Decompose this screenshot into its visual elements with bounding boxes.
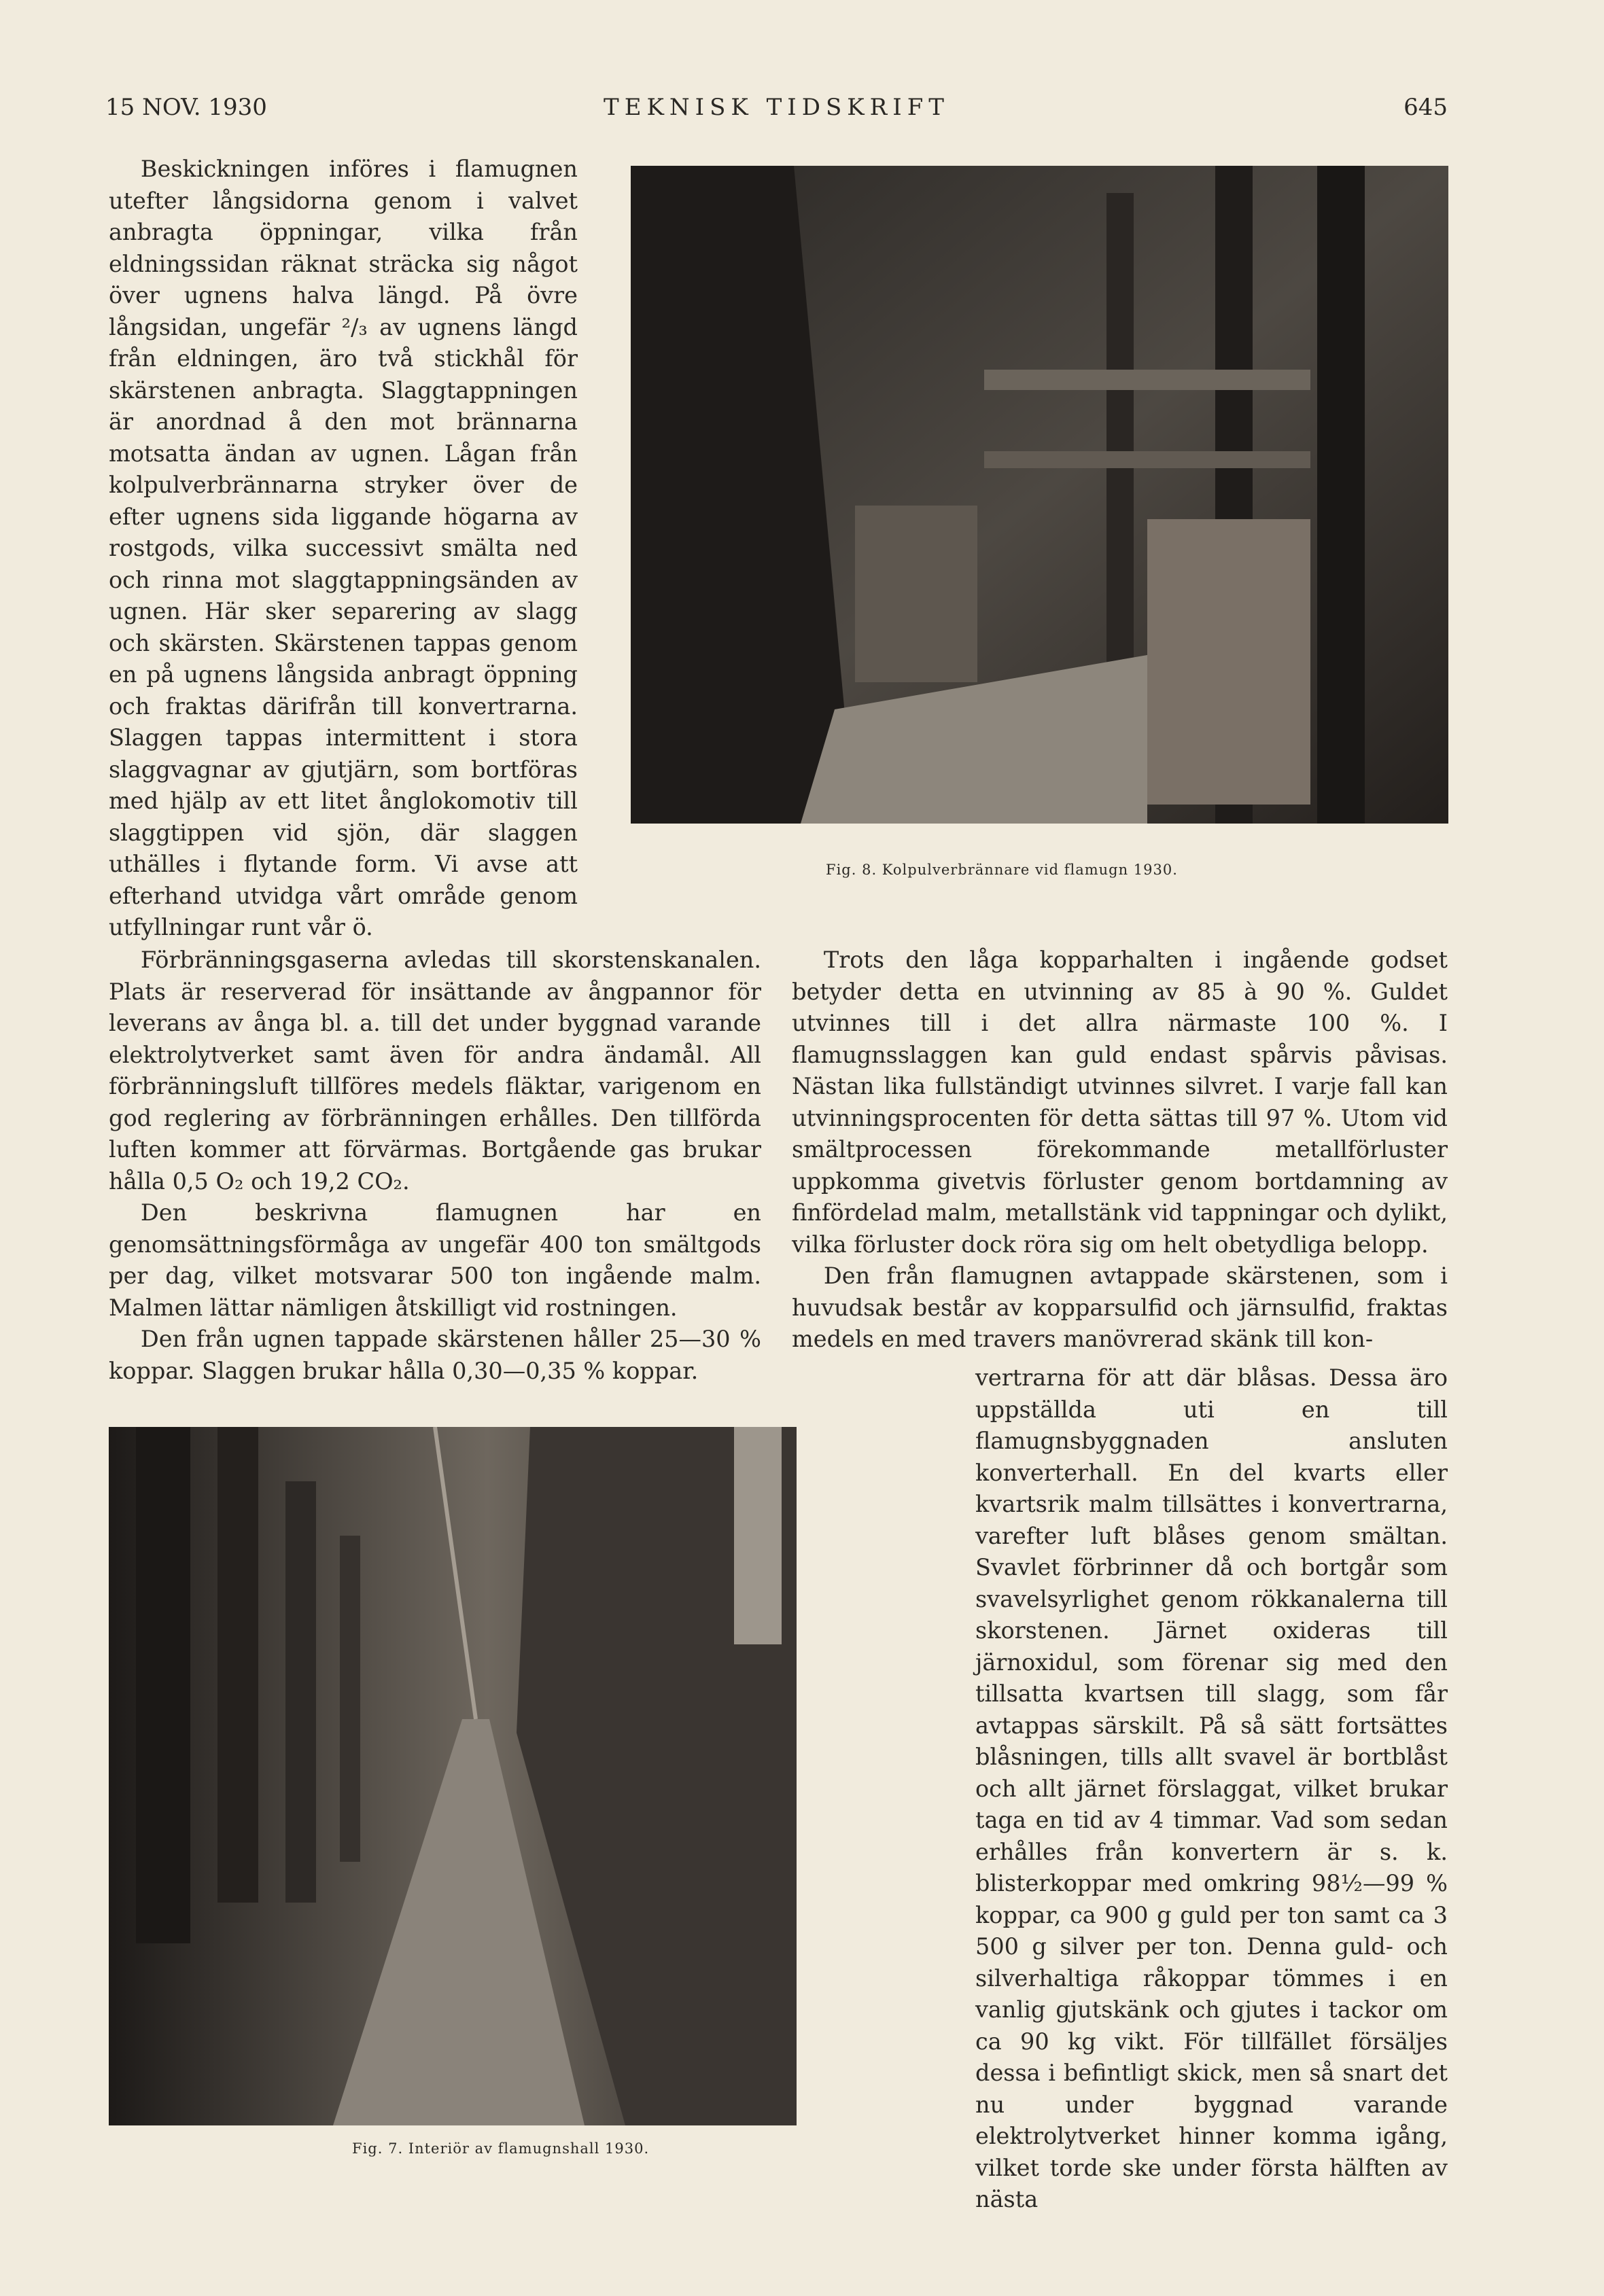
figure-8-photo: [631, 166, 1448, 824]
burner-photo-illustration: [631, 166, 1448, 824]
furnace-hall-photo-illustration: [109, 1427, 797, 2125]
figure-7-photo: [109, 1427, 797, 2125]
figure-8-caption: Fig. 8. Kolpulverbrännare vid flamugn 1930.: [826, 862, 1178, 878]
paragraph-genomsattning: Den beskrivna flamugnen har en genomsättningsförmåga av ungefär 400 ton smältgods per dag, vilket motsvarar 500 ton ingående malm. Malmen lättar nämligen åtskilligt vid rostningen.: [109, 1199, 761, 1321]
paragraph-forbranningsgaser: Förbränningsgaserna avledas till skorstenskanalen. Plats är reserverad för insättande av ångpannor för leverans av ånga bl. a. till det under byggnad varande elektrolytverket samt även för andra ändamål. All förbränningsluft tillföres medels fläktar, varigenom en god reglering av förbränningen erhålles. Den tillförda luften kommer att förvärmas. Bortgående gas brukar hålla 0,5 O₂ och 19,2 CO₂.: [109, 947, 761, 1195]
page-header: [105, 94, 1448, 128]
figure-7-caption: Fig. 7. Interiör av flamugnshall 1930.: [352, 2140, 650, 2157]
right-narrow-column: [975, 1362, 1448, 2216]
page-number: 645: [1404, 94, 1448, 121]
journal-title: TEKNISK TIDSKRIFT: [604, 94, 949, 121]
left-narrow-column: [109, 154, 578, 944]
paragraph-beskickning: Beskickningen införes i flamugnen utefter långsidorna genom i valvet anbragta öppningar, vilka från eldningssidan räknat sträcka sig något över ugnens halva längd. På övre långsidan, ungefär ²/₃ av ugnens längd från eldningen, äro två stickhål för skärstenen anbragta. Slaggtappningen är anordnad å den mot brännarna motsatta ändan av ugnen. Lågan från kolpulverbrännarna stryker över de efter ugnens sida liggande högarna av rostgods, vilka successivt smälta ned och rinna mot slaggtappningsänden av ugnen. Här sker separering av slagg och skärsten. Skärstenen tappas genom en på ugnens långsida anbragt öppning och fraktas därifrån till konvertrarna. Slaggen tappas intermittent i stora slaggvagnar av gjutjärn, som bortföras med hjälp av ett litet ånglokomotiv till slaggtippen vid sjön, där slaggen uthälles i flytande form. Vi avse att efterhand utvidga vårt område genom utfyllningar runt vår ö.: [109, 156, 578, 940]
left-wide-column: [109, 944, 761, 1387]
paragraph-kopparhalt: Trots den låga kopparhalten i ingående godset betyder detta en utvinning av 85 à 90 %. Guldet utvinnes till i det allra närmaste 100 %. I flamugnsslaggen kan guld endast spårvis påvisas. Nästan lika fullständigt utvinnes silvret. I varje fall kan utvinningsprocenten för detta sättas till 97 %. Utom vid smältprocessen förekommande metallförluster uppkomma givetvis förluster genom bortdamning av finfördelad malm, metallstänk vid tappningar och dylikt, vilka förluster dock röra sig om helt obetydliga belopp.: [792, 947, 1448, 1258]
paragraph-avtappad-skarsten: Den från flamugnen avtappade skärstenen, som i huvudsak består av kopparsulfid och järnsulfid, fraktas medels en med travers manövrerad skänk till kon-: [792, 1262, 1448, 1352]
right-top-column: [792, 944, 1448, 1356]
paragraph-konvertrar: vertrarna för att där blåsas. Dessa äro uppställda uti en till flamugnsbyggnaden ansluten konverterhall. En del kvarts eller kvartsrik malm tillsättes i konvertrarna, varefter luft blåses genom smältan. Svavlet förbrinner då och bortgår som svavelsyrlighet genom rökkanalerna till skorstenen. Järnet oxideras till järnoxidul, som förenar sig med den tillsatta kvartsen till slagg, som får avtappas särskilt. På så sätt fortsättes blåsningen, tills allt svavel är bortblåst och allt järnet förslaggat, vilket brukar taga en tid av 4 timmar. Vad som sedan erhålles från konvertern är s. k. blisterkoppar med omkring 98½—99 % koppar, ca 900 g guld per ton samt ca 3 500 g silver per ton. Denna guld- och silverhaltiga råkoppar tömmes i en vanlig gjutskänk och gjutes i tackor om ca 90 kg vikt. För tillfället försäljes dessa i befintligt skick, men så snart det nu under byggnad varande elektrolytverket hinner komma igång, vilket torde ske under första hälften av nästa: [975, 1364, 1448, 2212]
paragraph-skarsten-koppar: Den från ugnen tappade skärstenen håller 25—30 % koppar. Slaggen brukar hålla 0,30—0,35 % koppar.: [109, 1326, 761, 1384]
issue-date: 15 NOV. 1930: [105, 94, 267, 121]
